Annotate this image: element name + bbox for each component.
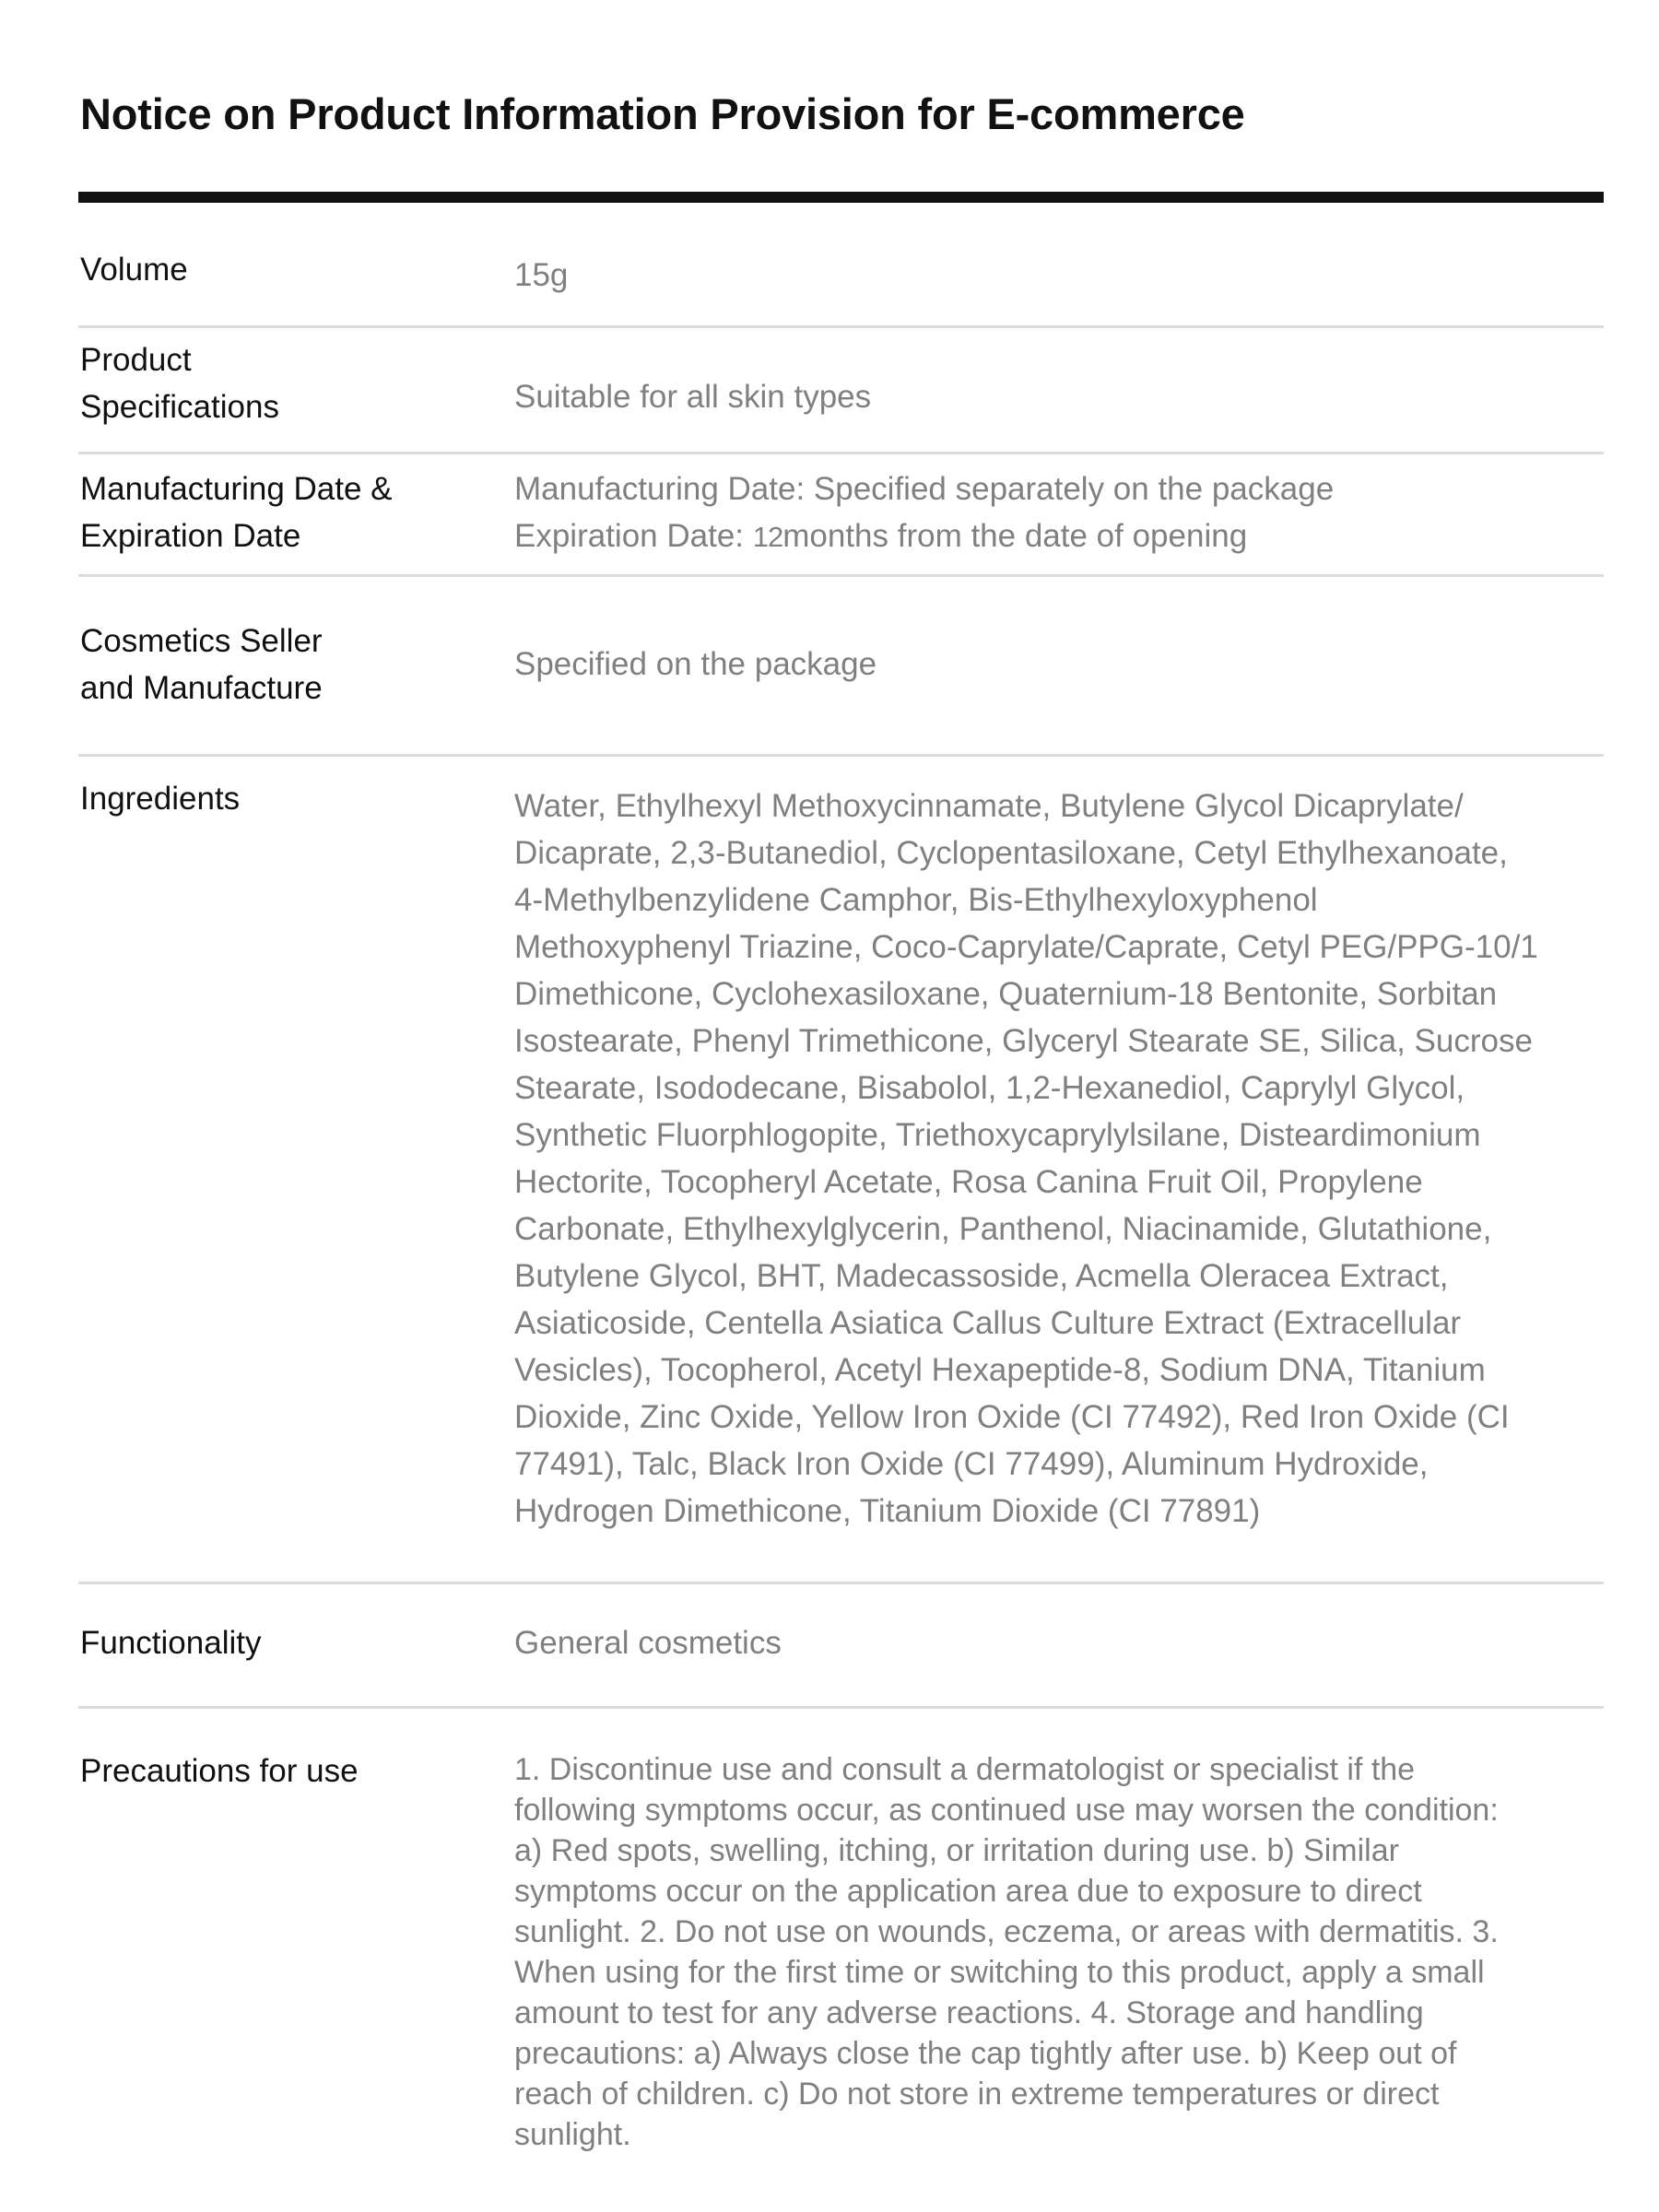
precautions-line: reach of children. c) Do not store in extreme temperatures or direct — [514, 2077, 1440, 2112]
value-functionality: General cosmetics — [514, 1625, 782, 1661]
label-line: Cosmetics Seller — [80, 623, 323, 659]
label-line: Expiration Date — [80, 518, 301, 554]
ingredients-line: Stearate, Isododecane, Bisabolol, 1,2-Hexanediol, Caprylyl Glycol, — [514, 1070, 1465, 1106]
expiration-date-text — [514, 512, 1606, 560]
label-seller-manufacturer — [80, 618, 467, 712]
ingredients-line: Dioxide, Zinc Oxide, Yellow Iron Oxide (CI 77492), Red Iron Oxide (CI — [514, 1399, 1510, 1435]
value-product-specifications: Suitable for all skin types — [514, 379, 872, 415]
ingredients-line: Asiaticoside, Centella Asiatica Callus Culture Extract (Extracellular — [514, 1305, 1462, 1341]
ingredients-line: Water, Ethylhexyl Methoxycinnamate, Butylene Glycol Dicaprylate/ — [514, 788, 1464, 824]
manufacturing-date-text: Manufacturing Date: Specified separately on the package — [514, 471, 1335, 507]
ingredients-line: Dimethicone, Cyclohexasiloxane, Quaternium-18 Bentonite, Sorbitan — [514, 976, 1498, 1012]
precautions-line: When using for the first time or switching to this product, apply a small — [514, 1955, 1485, 1990]
ingredients-line: Vesicles), Tocopherol, Acetyl Hexapeptide-8, Sodium DNA, Titanium — [514, 1352, 1486, 1388]
precautions-line: a) Red spots, swelling, itching, or irritation during use. b) Similar — [514, 1833, 1399, 1868]
ingredients-line: Isostearate, Phenyl Trimethicone, Glyceryl Stearate SE, Silica, Sucrose — [514, 1023, 1533, 1059]
value-manufacturing-expiration — [514, 465, 1606, 560]
value-volume: 15g — [514, 257, 569, 293]
label-ingredients: Ingredients — [80, 781, 241, 817]
precautions-line: following symptoms occur, as continued use may worsen the condition: — [514, 1793, 1499, 1828]
ingredients-line: Synthetic Fluorphlogopite, Triethoxycaprylylsilane, Disteardimonium — [514, 1117, 1481, 1153]
label-volume: Volume — [80, 252, 188, 288]
page-title: Notice on Product Information Provision for E-commerce — [80, 89, 1245, 138]
row-manufacturing-expiration — [78, 454, 1604, 577]
precautions-line: symptoms occur on the application area due to exposure to direct — [514, 1874, 1422, 1909]
expiration-prefix: Expiration Date: — [514, 518, 753, 554]
expiration-months: 12 — [752, 521, 783, 553]
label-line: and Manufacture — [80, 670, 323, 706]
precautions-line: sunlight. — [514, 2117, 631, 2152]
row-volume — [78, 203, 1604, 328]
header-divider — [78, 192, 1604, 203]
ingredients-line: Carbonate, Ethylhexylglycerin, Panthenol, Niacinamide, Glutathione, — [514, 1211, 1492, 1247]
ingredients-line: Hydrogen Dimethicone, Titanium Dioxide (CI 77891) — [514, 1493, 1261, 1529]
ingredients-line: Methoxyphenyl Triazine, Coco-Caprylate/Caprate, Cetyl PEG/PPG-10/1 — [514, 929, 1538, 965]
precautions-line: sunlight. 2. Do not use on wounds, eczema, or areas with dermatitis. 3. — [514, 1914, 1499, 1949]
precautions-line: 1. Discontinue use and consult a dermatologist or specialist if the — [514, 1752, 1416, 1787]
ingredients-line: Butylene Glycol, BHT, Madecassoside, Acmella Oleracea Extract, — [514, 1258, 1449, 1294]
label-line: Specifications — [80, 389, 279, 425]
row-functionality — [78, 1584, 1604, 1709]
row-ingredients — [78, 757, 1604, 1584]
ingredients-line: Hectorite, Tocopheryl Acetate, Rosa Canina Fruit Oil, Propylene — [514, 1164, 1423, 1200]
ingredients-line: 77491), Talc, Black Iron Oxide (CI 77499), Aluminum Hydroxide, — [514, 1446, 1429, 1482]
row-seller-manufacturer — [78, 577, 1604, 757]
label-line: Product — [80, 342, 192, 378]
ingredients-line: 4-Methylbenzylidene Camphor, Bis-Ethylhexyloxyphenol — [514, 882, 1318, 918]
row-precautions — [78, 1709, 1604, 2188]
value-seller-manufacturer: Specified on the package — [514, 646, 877, 682]
expiration-suffix: months from the date of opening — [782, 518, 1248, 554]
ingredients-line: Dicaprate, 2,3-Butanediol, Cyclopentasiloxane, Cetyl Ethylhexanoate, — [514, 835, 1508, 871]
value-ingredients — [514, 782, 1606, 1535]
label-manufacturing-expiration — [80, 465, 467, 559]
row-product-specifications — [78, 328, 1604, 454]
label-line: Manufacturing Date & — [80, 471, 393, 507]
label-precautions: Precautions for use — [80, 1753, 359, 1789]
precautions-line: amount to test for any adverse reactions. 4. Storage and handling — [514, 1995, 1424, 2030]
precautions-line: precautions: a) Always close the cap tightly after use. b) Keep out of — [514, 2036, 1457, 2071]
label-product-specifications — [80, 336, 467, 430]
label-functionality: Functionality — [80, 1625, 262, 1661]
value-precautions — [514, 1749, 1606, 2155]
